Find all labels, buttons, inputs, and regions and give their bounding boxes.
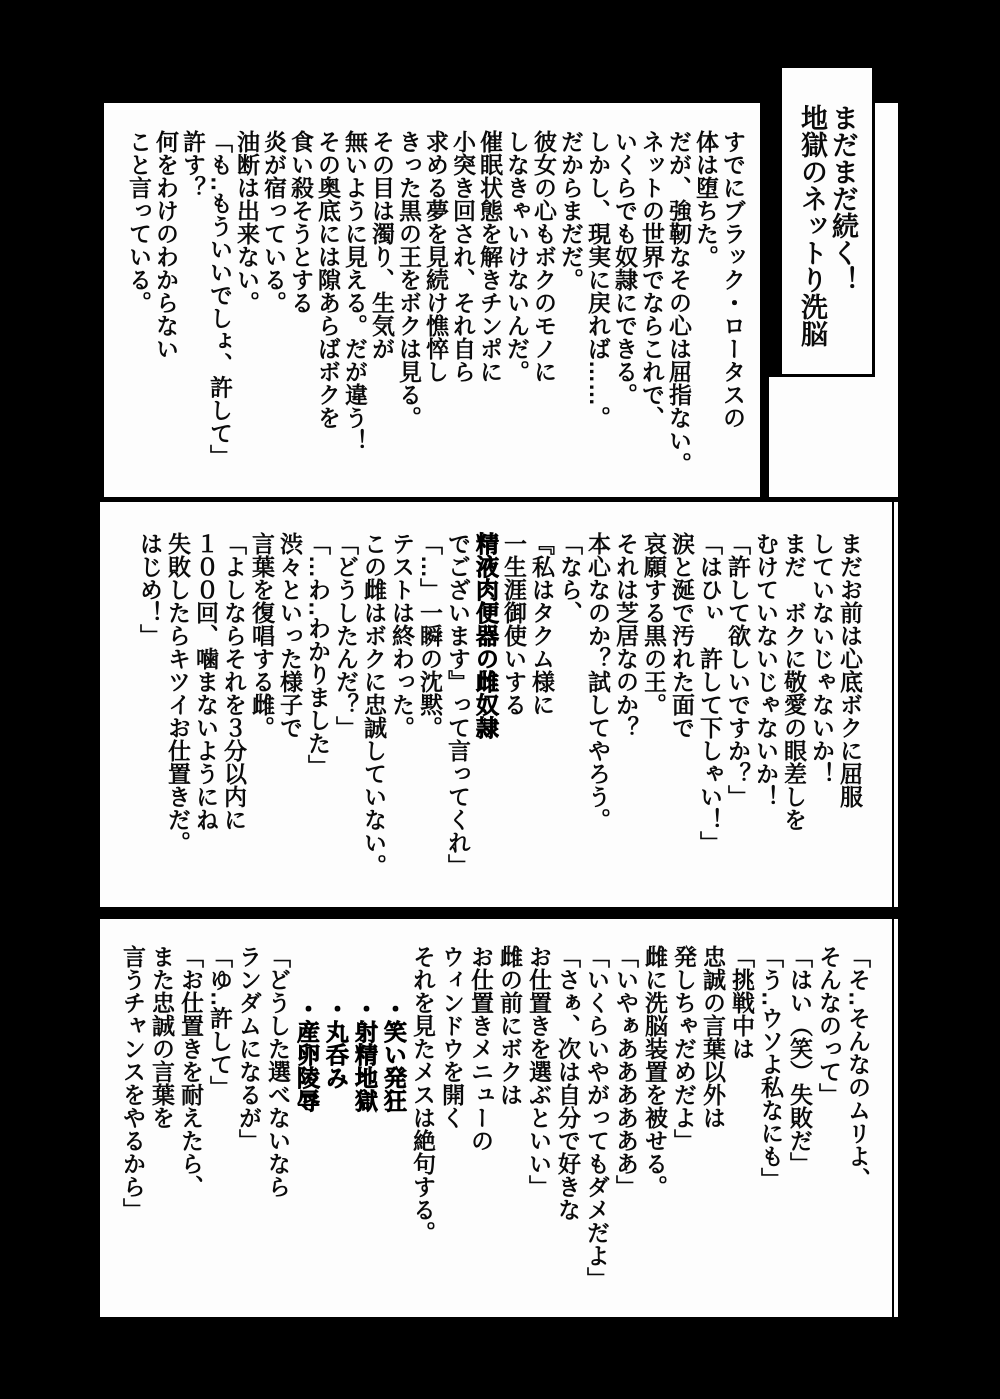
text-line: 「なら、 [557, 532, 583, 624]
text-line: 「いやぁああああああ」 [613, 945, 639, 1198]
text-line: 精液肉便器の雌奴隷 [473, 532, 499, 739]
text-line: テストは終わった。 [389, 532, 415, 739]
panel-edge-line [892, 919, 894, 1317]
text-line: しかし、現実に戻れば……。 [585, 130, 611, 429]
text-line: お仕置きを選ぶといい」 [526, 945, 552, 1198]
text-line: でございます』って言ってくれ」 [445, 532, 471, 877]
text-line: 炎が宿っている。 [261, 130, 287, 314]
text-line: 「挑戦中は [729, 945, 755, 1060]
text-line: 「…」一瞬の沈黙。 [417, 532, 443, 739]
text-line: 「許して欲しいですか？」 [725, 532, 751, 808]
text-line: ・笑い発狂 [381, 997, 407, 1112]
text-line: まだお前は心底ボクに屈服 [837, 532, 863, 808]
text-line: 許す？ [180, 130, 206, 199]
text-line: ・丸呑み [323, 997, 349, 1089]
text-line: 「さぁ、次は自分で好きな [555, 945, 581, 1221]
text-line: １００回、噛まないようにね [193, 532, 219, 831]
text-line: 哀願する黒の王。 [641, 532, 667, 716]
text-line: 「そ‥そんなのムリよ、 [845, 945, 871, 1191]
text-line: それを見たメスは絶句する。 [410, 945, 436, 1244]
text-line: だが、強靭なその心は屈指ない。 [666, 130, 692, 475]
text-line: 『私はタクム様に [529, 532, 555, 716]
text-line: していないじゃないか！ [809, 532, 835, 785]
narration-panel-middle [100, 502, 898, 907]
text-line: 小突き回され、それ自ら [450, 130, 476, 383]
text-line: 催眠状態を解きチンポに [477, 130, 503, 383]
text-line: 雌に洗脳装置を被せる。 [642, 945, 668, 1198]
text-line: 忠誠の言葉以外は [700, 945, 726, 1129]
text-line: 「どうした選べないなら [265, 945, 291, 1198]
text-line: むけていないじゃないか！ [753, 532, 779, 808]
title-caption-text [782, 68, 872, 374]
text-line: 「…わ‥わかりました」 [305, 532, 331, 778]
text-line: 雌の前にボクは [497, 945, 523, 1106]
text-line: 無いように見える。だが違う！ [342, 130, 368, 452]
text-line: お仕置きメニューの [468, 945, 494, 1152]
text-line: そんなのって」 [816, 945, 842, 1106]
text-line: 「はい（笑）失敗だ」 [787, 945, 813, 1175]
text-line: ・産卵陵辱 [294, 997, 320, 1112]
narration-panel-bottom-text [100, 919, 898, 1317]
text-line: しなきゃいけないんだ。 [504, 130, 530, 383]
text-line: 言葉を復唱する雌。 [249, 532, 275, 739]
text-line: 体は堕ちた。 [693, 130, 719, 268]
narration-panel-top [104, 103, 760, 497]
text-line: それは芝居なのか？ [613, 532, 639, 739]
text-line: まだ ボクに敬愛の眼差しを [781, 532, 807, 831]
text-line: ランダムになるが」 [236, 945, 262, 1152]
panel-edge-line [892, 502, 894, 907]
text-line: 「う‥ウソよ私なにも」 [758, 945, 784, 1191]
text-line: その奥底には隙あらばボクを [315, 130, 341, 429]
page-white-block-below-title [769, 377, 898, 497]
text-line: 「よしならそれを３分以内に [221, 532, 247, 831]
text-line: 涙と涎で汚れた面で [669, 532, 695, 739]
text-line: 食い殺そうとする [288, 130, 314, 314]
narration-panel-top-text [104, 103, 760, 497]
text-line: だからまだだ。 [558, 130, 584, 291]
text-line: ・射精地獄 [352, 997, 378, 1112]
text-line: この雌はボクに忠誠していない。 [361, 532, 387, 877]
text-line: 「お仕置きを耐えたら、 [178, 945, 204, 1198]
text-line: 本心なのか？試してやろう。 [585, 532, 611, 831]
text-line: 言うチャンスをやるから」 [120, 945, 146, 1221]
narration-panel-middle-text [100, 502, 898, 907]
text-line: 一生涯御使いする [501, 532, 527, 716]
text-line: 求める夢を見続け憔悴し [423, 130, 449, 383]
text-line: 「はひぃ 許して下しゃい！」 [697, 532, 723, 854]
text-line: 発しちゃだめだよ」 [671, 945, 697, 1152]
text-line: こと言っている。 [126, 130, 152, 314]
text-line: はじめ！」 [137, 532, 163, 647]
text-line: 失敗したらキツイお仕置きだ。 [165, 532, 191, 854]
title-caption-box [779, 65, 875, 377]
text-line: ネットの世界でならこれで、 [639, 130, 665, 429]
text-line: 渋々といった様子で [277, 532, 303, 739]
text-line: 「ゆ‥許して」 [207, 945, 233, 1099]
text-line: 「どうしたんだ？」 [333, 532, 359, 739]
text-line: 何をわけのわからない [153, 130, 179, 360]
text-line: 「いくらいやがってもダメだよ」 [584, 945, 610, 1290]
narration-panel-bottom [100, 919, 898, 1317]
title-line: まだまだ続く！ [828, 104, 858, 293]
text-line: 彼女の心もボクのモノに [531, 130, 557, 383]
text-line: いくらでも奴隷にできる。 [612, 130, 638, 406]
text-line: その目は濁り、生気が [369, 130, 395, 360]
text-line: 「も‥もういいでしょ、許して」 [207, 130, 233, 468]
text-line: きった黒の王をボクは見る。 [396, 130, 422, 429]
text-line: 油断は出来ない。 [234, 130, 260, 314]
text-line: ウィンドウを開く [439, 945, 465, 1129]
title-line: 地獄のネットり洗脳 [797, 104, 827, 347]
text-line: また忠誠の言葉を [149, 945, 175, 1129]
text-line: すでにブラック・ロータスの [720, 130, 746, 429]
